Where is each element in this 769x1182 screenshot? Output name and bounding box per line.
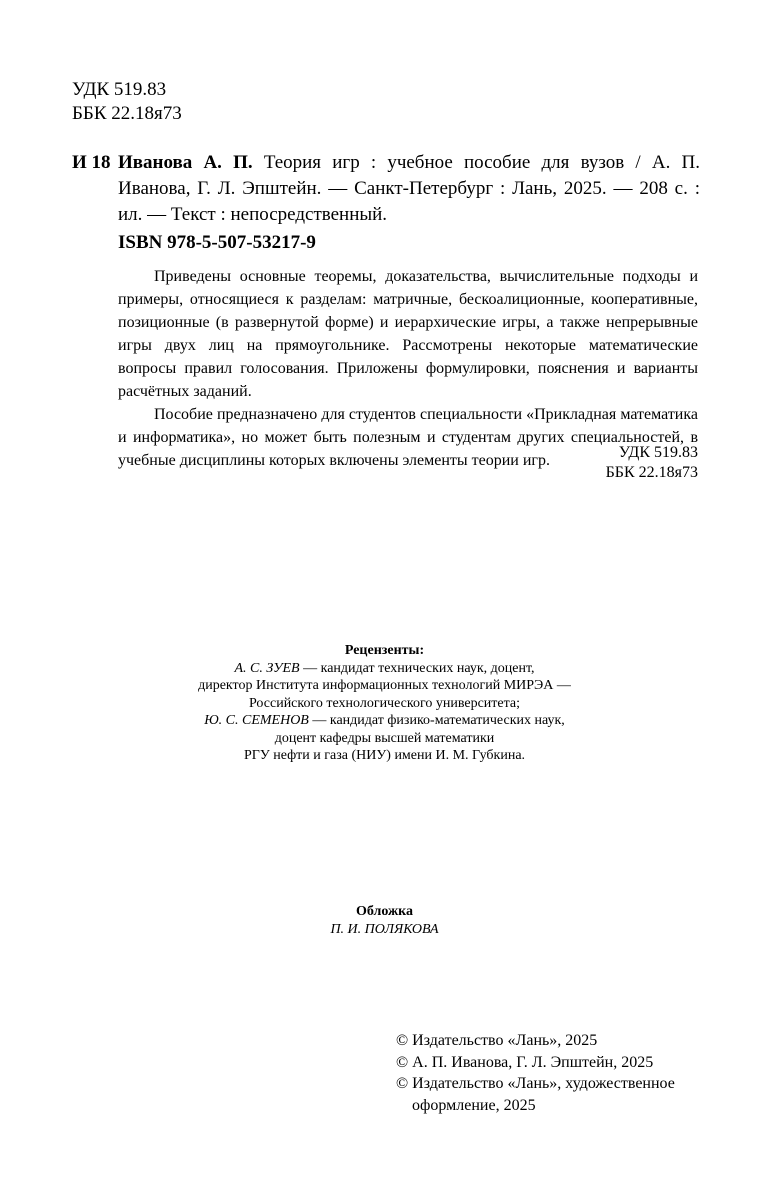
reviewer-2-position: доцент кафедры высшей математики: [274, 730, 495, 746]
bibliographic-entry: [72, 150, 700, 228]
annotation: [118, 265, 698, 472]
reviewer-2: [0, 712, 769, 730]
udk-bbk-header: [72, 78, 182, 126]
reviewer-1-organization: Российского технологического университета;: [248, 695, 521, 711]
bbk-code-bottom: ББК 22.18я73: [605, 464, 698, 481]
isbn: ISBN 978-5-507-53217-9: [118, 232, 316, 253]
cover-credit: [0, 903, 769, 939]
reviewer-1-title: — кандидат технических наук, доцент,: [299, 660, 535, 676]
reviewers-block: [0, 642, 769, 765]
year-pages: 2025. — 208 с. : ил. — Текст : непосредственный.: [118, 178, 701, 225]
udk-code: УДК 519.83: [72, 79, 167, 100]
annotation-paragraph-2: Пособие предназначено для студентов специальности «Прикладная математика и информатика», но может быть полезным и студентам других специальностей, в учебные дисциплины которых включены элементы теории игр.: [118, 406, 698, 469]
annotation-paragraph-1: Приведены основные теоремы, доказательства, вычислительные подходы и примеры, относящиеся к разделам: матричные, бескоалиционные, кооперативные, позиционные (в развернутой форме) и иерархические игры, а также непрерывные игры двух лиц на прямоугольнике. Рассмотрены некоторые математические вопросы правил голосования. Приложены формулировки, пояснения и варианты расчётных заданий.: [118, 268, 698, 400]
bbk-code: ББК 22.18я73: [72, 103, 182, 124]
copyright-publisher: © Издательство «Лань», 2025: [396, 1032, 598, 1049]
author-sign: И 18: [72, 152, 111, 173]
authors-publisher: А. П. Иванова, Г. Л. Эпштейн. — Санкт-Петербург : Лань,: [118, 152, 701, 199]
reviewer-2-organization: РГУ нефти и газа (НИУ) имени И. М. Губкина.: [243, 748, 526, 763]
cover-designer: П. И. ПОЛЯКОВА: [330, 922, 439, 937]
reviewer-2-title: — кандидат физико-математических наук,: [308, 713, 565, 728]
bibliographic-description: [118, 150, 700, 228]
reviewer-2-name: Ю. С. СЕМЕНОВ: [204, 713, 309, 728]
copyright-authors: © А. П. Иванова, Г. Л. Эпштейн, 2025: [396, 1053, 654, 1071]
cover-heading: Обложка: [355, 904, 414, 919]
reviewers-heading: Рецензенты:: [344, 643, 425, 658]
copyright-block: [396, 1030, 675, 1116]
reviewer-1: [0, 660, 769, 678]
main-author: Иванова А. П.: [118, 152, 253, 173]
reviewer-1-position: директор Института информационных технологий МИРЭА —: [198, 678, 571, 693]
copyright-design-cont: оформление, 2025: [412, 1096, 536, 1114]
reviewer-1-name: А. С. ЗУЕВ: [234, 660, 300, 676]
udk-code-bottom: УДК 519.83: [618, 444, 698, 461]
copyright-design: © Издательство «Лань», художественное: [396, 1075, 675, 1092]
udk-bbk-footer: [606, 443, 698, 483]
title-statement: Теория игр : учебное пособие для вузов /: [263, 152, 641, 173]
